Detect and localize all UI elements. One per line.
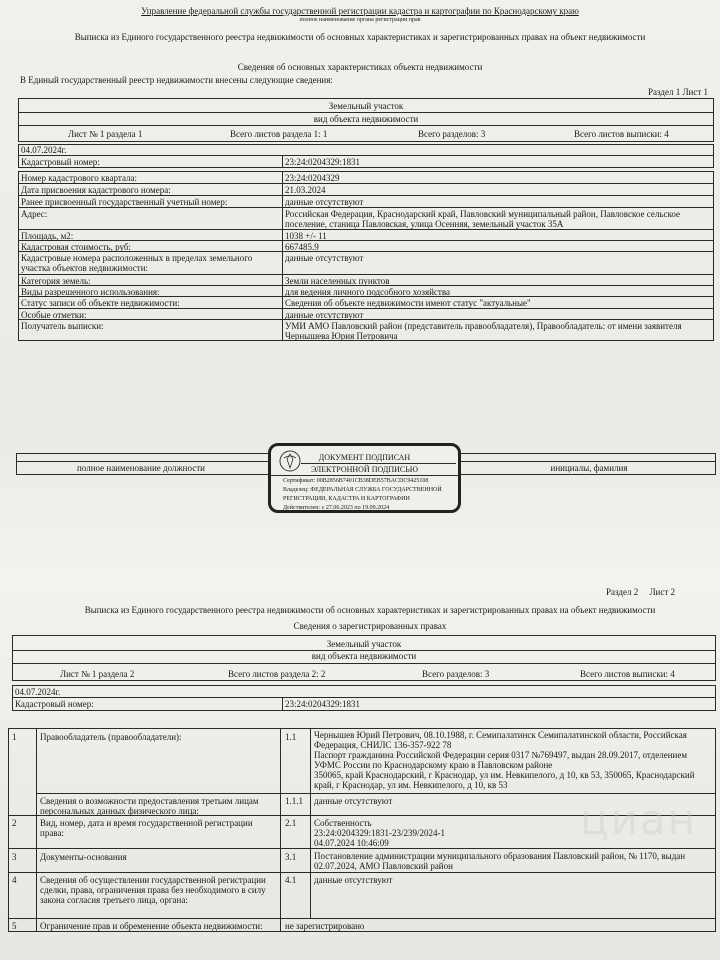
extract-title-2: Выписка из Единого государственного реестра недвижимости об основных характеристиках и зарегистрированных правах на объект недвижимости — [84, 605, 656, 615]
cadastral-label-2: Кадастровый номер: — [15, 699, 94, 709]
row-label: Особые отметки: — [21, 310, 87, 320]
validity-text: Действителен: с 27.06.2023 по 19.09.2024 — [283, 505, 390, 511]
row-label: Дата присвоения кадастрового номера: — [21, 185, 171, 195]
sub-number: 1.1 — [285, 732, 297, 742]
object-caption-2: вид объекта недвижимости — [311, 651, 417, 661]
name-caption: инициалы, фамилия — [550, 463, 628, 473]
row-label: Площадь, м2: — [21, 231, 74, 241]
row-number: 5 — [12, 921, 17, 931]
right-label: Ограничение прав и обременение объекта недвижимости: — [40, 921, 263, 931]
sheet-info-2-2: Всего листов раздела 2: 2 — [228, 669, 326, 679]
row-number: 2 — [12, 818, 17, 828]
sheet-info-4: Всего листов выписки: 4 — [574, 129, 669, 139]
row-label: Категория земель: — [21, 276, 91, 286]
right-value: данные отсутствуют — [314, 796, 393, 806]
sheet-info-2: Всего листов раздела 1: 1 — [230, 129, 328, 139]
sheet-info-2-1: Лист № 1 раздела 2 — [60, 669, 135, 679]
row-number: 3 — [12, 852, 17, 862]
row-label: Адрес: — [21, 209, 48, 219]
stamp-title: ДОКУМЕНТ ПОДПИСАН — [318, 453, 411, 462]
right-label: Вид, номер, дата и время государственной регистрации права: — [40, 818, 253, 838]
basis-document: Постановление администрации муниципального образования Павловский район, № 1170, выдан 02.07.2024, АМО Павловский район — [314, 851, 686, 871]
row-value: 23:24:0204329 — [285, 173, 340, 183]
row-label: Номер кадастрового квартала: — [21, 173, 137, 183]
extract-date-2: 04.07.2024г. — [15, 687, 61, 697]
registration-details: Собственность 23:24:0204329:1831-23/239/2024-1 04.07.2024 10:46:09 — [314, 818, 445, 848]
row-value: Земли населенных пунктов — [285, 276, 390, 286]
sheet-info-3: Всего разделов: 3 — [418, 129, 486, 139]
row-value: данные отсутствуют — [285, 197, 364, 207]
row-label: Кадастровые номера расположенных в пределах земельного участка объектов недвижимости: — [21, 253, 253, 273]
row-value: Сведения об объекте недвижимости имеют статус "актуальные" — [285, 298, 531, 308]
owner-details: Чернышев Юрий Петрович, 08.10.1988, г. Семипалатинск Семипалатинской области, Российская Федерация, СНИЛС 136-357-922 78 Паспорт гражданина Российской Федерации серия 0317 №769497, выдан 28.09.2017, отделением УФМС России по Краснодарскому краю в Павловском районе 350065, край Краснодарский, г Краснодар, ул им. Невкипелого, д 10, кв 53, 350065, Краснодарский край, г Краснодар, ул им. Невкипелого, д 10, кв 53 — [314, 730, 695, 790]
extract-date: 04.07.2024г. — [21, 145, 67, 155]
object-type-2: Земельный участок — [326, 639, 402, 649]
owner-text-1: Владелец: ФЕДЕРАЛЬНАЯ СЛУЖБА ГОСУДАРСТВЕННОЙ — [283, 487, 442, 493]
right-label: Сведения о возможности предоставления третьим лицам персональных данных физического лица: — [40, 796, 259, 816]
right-value: не зарегистрировано — [285, 921, 365, 931]
row-value: 21.03.2024 — [285, 185, 326, 195]
page-ref-2: Раздел 2 Лист 2 — [606, 587, 676, 597]
cadastral-box-2 — [12, 685, 716, 711]
owner-text-2: РЕГИСТРАЦИИ, КАДАСТРА И КАРТОГРАФИИ — [283, 496, 410, 502]
row-label: Получатель выписки: — [21, 321, 104, 331]
sub-number: 2.1 — [285, 818, 297, 828]
right-label: Сведения об осуществлении государственной регистрации сделки, права, ограничения права без необходимого в силу закона согласия третьего лица, органа: — [40, 875, 266, 905]
cadastral-value: 23:24:0204329:1831 — [285, 157, 361, 167]
sheet-info-1: Лист № 1 раздела 1 — [68, 129, 143, 139]
row-label: Кадастровая стоимость, руб: — [21, 242, 131, 252]
row-value: 1038 +/- 11 — [285, 231, 327, 241]
position-caption: полное наименование должности — [77, 463, 205, 473]
sub-number: 1.1.1 — [285, 796, 303, 806]
certificate-text: Сертификат: 00B2856B7401CB38DEB57BACDC9425108 — [283, 478, 429, 484]
section-title: Сведения об основных характеристиках объекта недвижимости — [237, 62, 483, 72]
cadastral-box — [18, 144, 714, 168]
section-title-2: Сведения о зарегистрированных правах — [293, 621, 447, 631]
object-caption: вид объекта недвижимости — [313, 114, 419, 124]
row-value: данные отсутствуют — [285, 253, 364, 263]
row-label: Ранее присвоенный государственный учетный номер: — [21, 197, 228, 207]
watermark-logo: циан — [580, 795, 698, 844]
sub-number: 4.1 — [285, 875, 297, 885]
address-value: Российская Федерация, Краснодарский край, Павловский муниципальный район, Павловское сельское поселение, станица Павловская, улица Осенняя, земельный участок 35А — [285, 209, 680, 229]
cadastral-value-2: 23:24:0204329:1831 — [285, 699, 361, 709]
agency-name: Управление федеральной службы государственной регистрации кадастра и картографии по Краснодарскому краю — [141, 6, 579, 16]
intro-text: В Единый государственный реестр недвижимости внесены следующие сведения: — [20, 75, 333, 85]
row-value: 667485.9 — [285, 242, 319, 252]
e-signature-stamp — [268, 443, 461, 513]
page-ref: Раздел 1 Лист 1 — [648, 87, 709, 97]
extract-title: Выписка из Единого государственного реестра недвижимости об основных характеристиках и зарегистрированных правах на объект недвижимости — [74, 32, 646, 42]
sub-number: 3.1 — [285, 852, 297, 862]
right-value: данные отсутствуют — [314, 875, 393, 885]
row-number: 1 — [12, 732, 17, 742]
right-label: Документы-основания — [40, 852, 127, 862]
agency-caption: полное наименование органа регистрации прав — [299, 17, 421, 23]
sheet-info-2-4: Всего листов выписки: 4 — [580, 669, 675, 679]
sheet-info-2-3: Всего разделов: 3 — [422, 669, 490, 679]
object-type: Земельный участок — [328, 101, 404, 111]
row-label: Виды разрешенного использования: — [21, 287, 160, 297]
stamp-subtitle: ЭЛЕКТРОННОЙ ПОДПИСЬЮ — [310, 465, 419, 474]
row-number: 4 — [12, 875, 17, 885]
cadastral-label: Кадастровый номер: — [21, 157, 100, 167]
row-value: для ведения личного подсобного хозяйства — [285, 287, 450, 297]
right-label: Правообладатель (правообладатели): — [40, 732, 182, 742]
recipient-value: УМИ АМО Павловский район (представитель правообладателя), Правообладатель: от имени заявителя Чернышева Юрия Петровича — [285, 321, 682, 341]
row-value: данные отсутствуют — [285, 310, 364, 320]
row-label: Статус записи об объекте недвижимости: — [21, 298, 180, 308]
